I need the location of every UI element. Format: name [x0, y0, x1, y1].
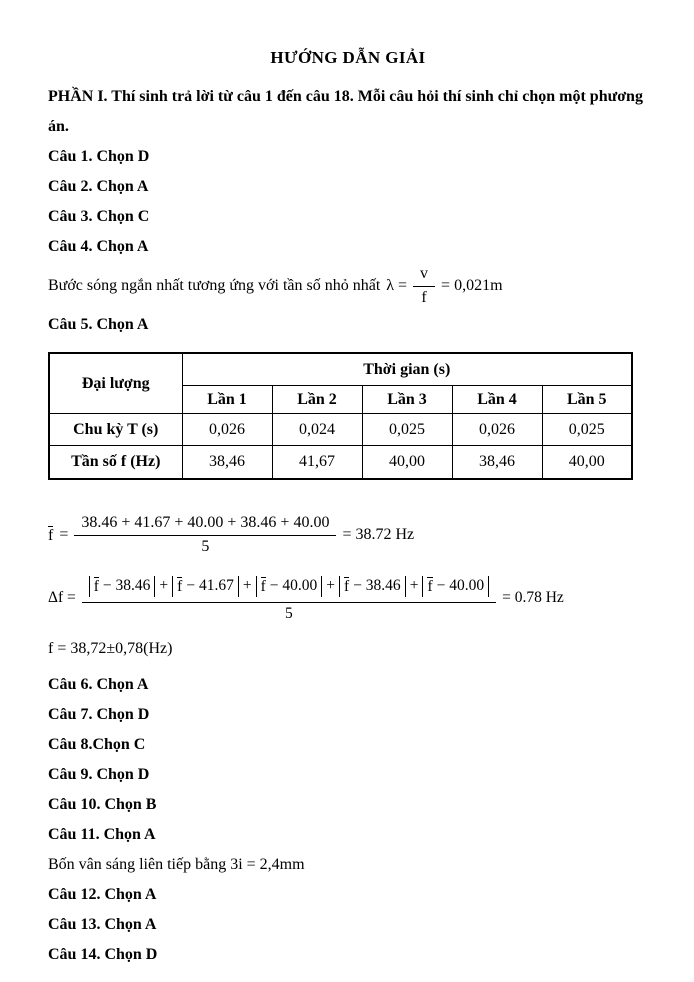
- answer-line-cau8: Câu 8.Chọn C: [48, 736, 146, 753]
- table-cell: 0,025: [362, 414, 452, 446]
- part1-heading-line2: án.: [48, 118, 69, 135]
- answer-line-cau5: Câu 5. Chọn A: [48, 316, 149, 333]
- plus-sign: +: [159, 577, 169, 595]
- abs-terms-row: [89, 574, 489, 600]
- abs-term: [256, 576, 323, 597]
- cau11-solution-note: Bốn vân sáng liên tiếp bằng 3i = 2,4mm: [48, 856, 305, 873]
- plus-sign: +: [242, 577, 252, 595]
- answer-line-cau3: Câu 3. Chọn C: [48, 208, 150, 225]
- fraction-numerator: v: [413, 265, 435, 286]
- fbar-variable: f: [427, 577, 433, 595]
- lambda-fraction: [413, 265, 435, 307]
- fraction-denominator: 5: [285, 604, 293, 622]
- fbar-result: = 38.72 Hz: [342, 526, 415, 543]
- table-col-header-lan1: Lần 1: [182, 386, 272, 414]
- table-cell: 41,67: [272, 446, 362, 480]
- table-cell: 38,46: [182, 446, 272, 480]
- deltaf-lhs: Δf =: [48, 589, 76, 606]
- table-cell: 38,46: [452, 446, 542, 480]
- table-col-header-lan4: Lần 4: [452, 386, 542, 414]
- table-row-period: [49, 414, 632, 446]
- mean-frequency-formula: [48, 510, 648, 560]
- deltaf-result: = 0.78 Hz: [502, 589, 564, 606]
- table-group-header: Thời gian (s): [182, 353, 632, 386]
- table-cell: 0,026: [452, 414, 542, 446]
- abs-term: [339, 576, 406, 597]
- abs-term: [172, 576, 239, 597]
- fraction-numerator: 38.46 + 41.67 + 40.00 + 38.46 + 40.00: [74, 514, 336, 535]
- fbar-variable: f: [48, 526, 54, 544]
- answer-line-cau10: Câu 10. Chọn B: [48, 796, 157, 813]
- answers-block-3: [48, 880, 648, 970]
- equals-sign: =: [59, 526, 69, 543]
- answer-line-cau9: Câu 9. Chọn D: [48, 766, 150, 783]
- fraction-numerator: [82, 574, 496, 603]
- fraction-denominator: 5: [201, 537, 210, 555]
- answer-line-cau7: Câu 7. Chọn D: [48, 706, 150, 723]
- table-cell: 0,026: [182, 414, 272, 446]
- abs-term-rest: − 40.00: [436, 577, 485, 595]
- plus-sign: +: [409, 577, 419, 595]
- row-label-period: Chu kỳ T (s): [49, 414, 182, 446]
- fbar-fraction: [74, 514, 336, 556]
- abs-term: [89, 576, 156, 597]
- lambda-equals: λ =: [386, 277, 408, 294]
- answer-line-cau6: Câu 6. Chọn A: [48, 676, 149, 693]
- part1-heading: [48, 82, 648, 142]
- answers-block-1: [48, 142, 648, 262]
- fbar-variable: f: [260, 577, 266, 595]
- answer-line-cau4: Câu 4. Chọn A: [48, 238, 149, 255]
- final-frequency-result: f = 38,72±0,78(Hz): [48, 640, 173, 657]
- cau4-solution-formula: [48, 263, 648, 309]
- table-col-header-lan2: Lần 2: [272, 386, 362, 414]
- table-cell: 40,00: [542, 446, 632, 480]
- answers-block-2: [48, 670, 648, 850]
- table-row-frequency: [49, 446, 632, 480]
- answer-line-cau12: Câu 12. Chọn A: [48, 886, 157, 903]
- answer-line-cau13: Câu 13. Chọn A: [48, 916, 157, 933]
- deltaf-fraction: [82, 574, 496, 623]
- row-label-frequency: Tần số f (Hz): [49, 446, 182, 480]
- part1-heading-line1: PHẦN I. Thí sinh trả lời từ câu 1 đến câu 18. Mỗi câu hỏi thí sinh chỉ chọn một phương: [48, 88, 643, 105]
- fraction-denominator: f: [421, 288, 427, 306]
- abs-term: [422, 576, 489, 597]
- fbar-variable: f: [177, 577, 183, 595]
- table-cell: 0,025: [542, 414, 632, 446]
- table-cell: 40,00: [362, 446, 452, 480]
- answer-line-cau1: Câu 1. Chọn D: [48, 148, 150, 165]
- measurement-table: [48, 352, 633, 480]
- answer-line-cau11: Câu 11. Chọn A: [48, 826, 156, 843]
- page-title: HƯỚNG DẪN GIẢI: [270, 48, 426, 67]
- fbar-variable: f: [93, 577, 99, 595]
- plus-sign: +: [326, 577, 336, 595]
- table-col-header-lan3: Lần 3: [362, 386, 452, 414]
- abs-term-rest: − 38.46: [353, 577, 401, 595]
- answer-line-cau2: Câu 2. Chọn A: [48, 178, 149, 195]
- table-corner-header: Đại lượng: [49, 353, 182, 414]
- abs-term-rest: − 41.67: [186, 577, 234, 595]
- abs-term-rest: − 40.00: [269, 577, 318, 595]
- abs-term-rest: − 38.46: [102, 577, 151, 595]
- cau4-note-text: Bước sóng ngắn nhất tương ứng với tần số nhỏ nhất: [48, 277, 381, 294]
- lambda-result: = 0,021m: [441, 277, 503, 294]
- table-col-header-lan5: Lần 5: [542, 386, 632, 414]
- frequency-error-formula: [48, 570, 648, 626]
- table-cell: 0,024: [272, 414, 362, 446]
- fbar-variable: f: [344, 577, 350, 595]
- answer-line-cau14: Câu 14. Chọn D: [48, 946, 158, 963]
